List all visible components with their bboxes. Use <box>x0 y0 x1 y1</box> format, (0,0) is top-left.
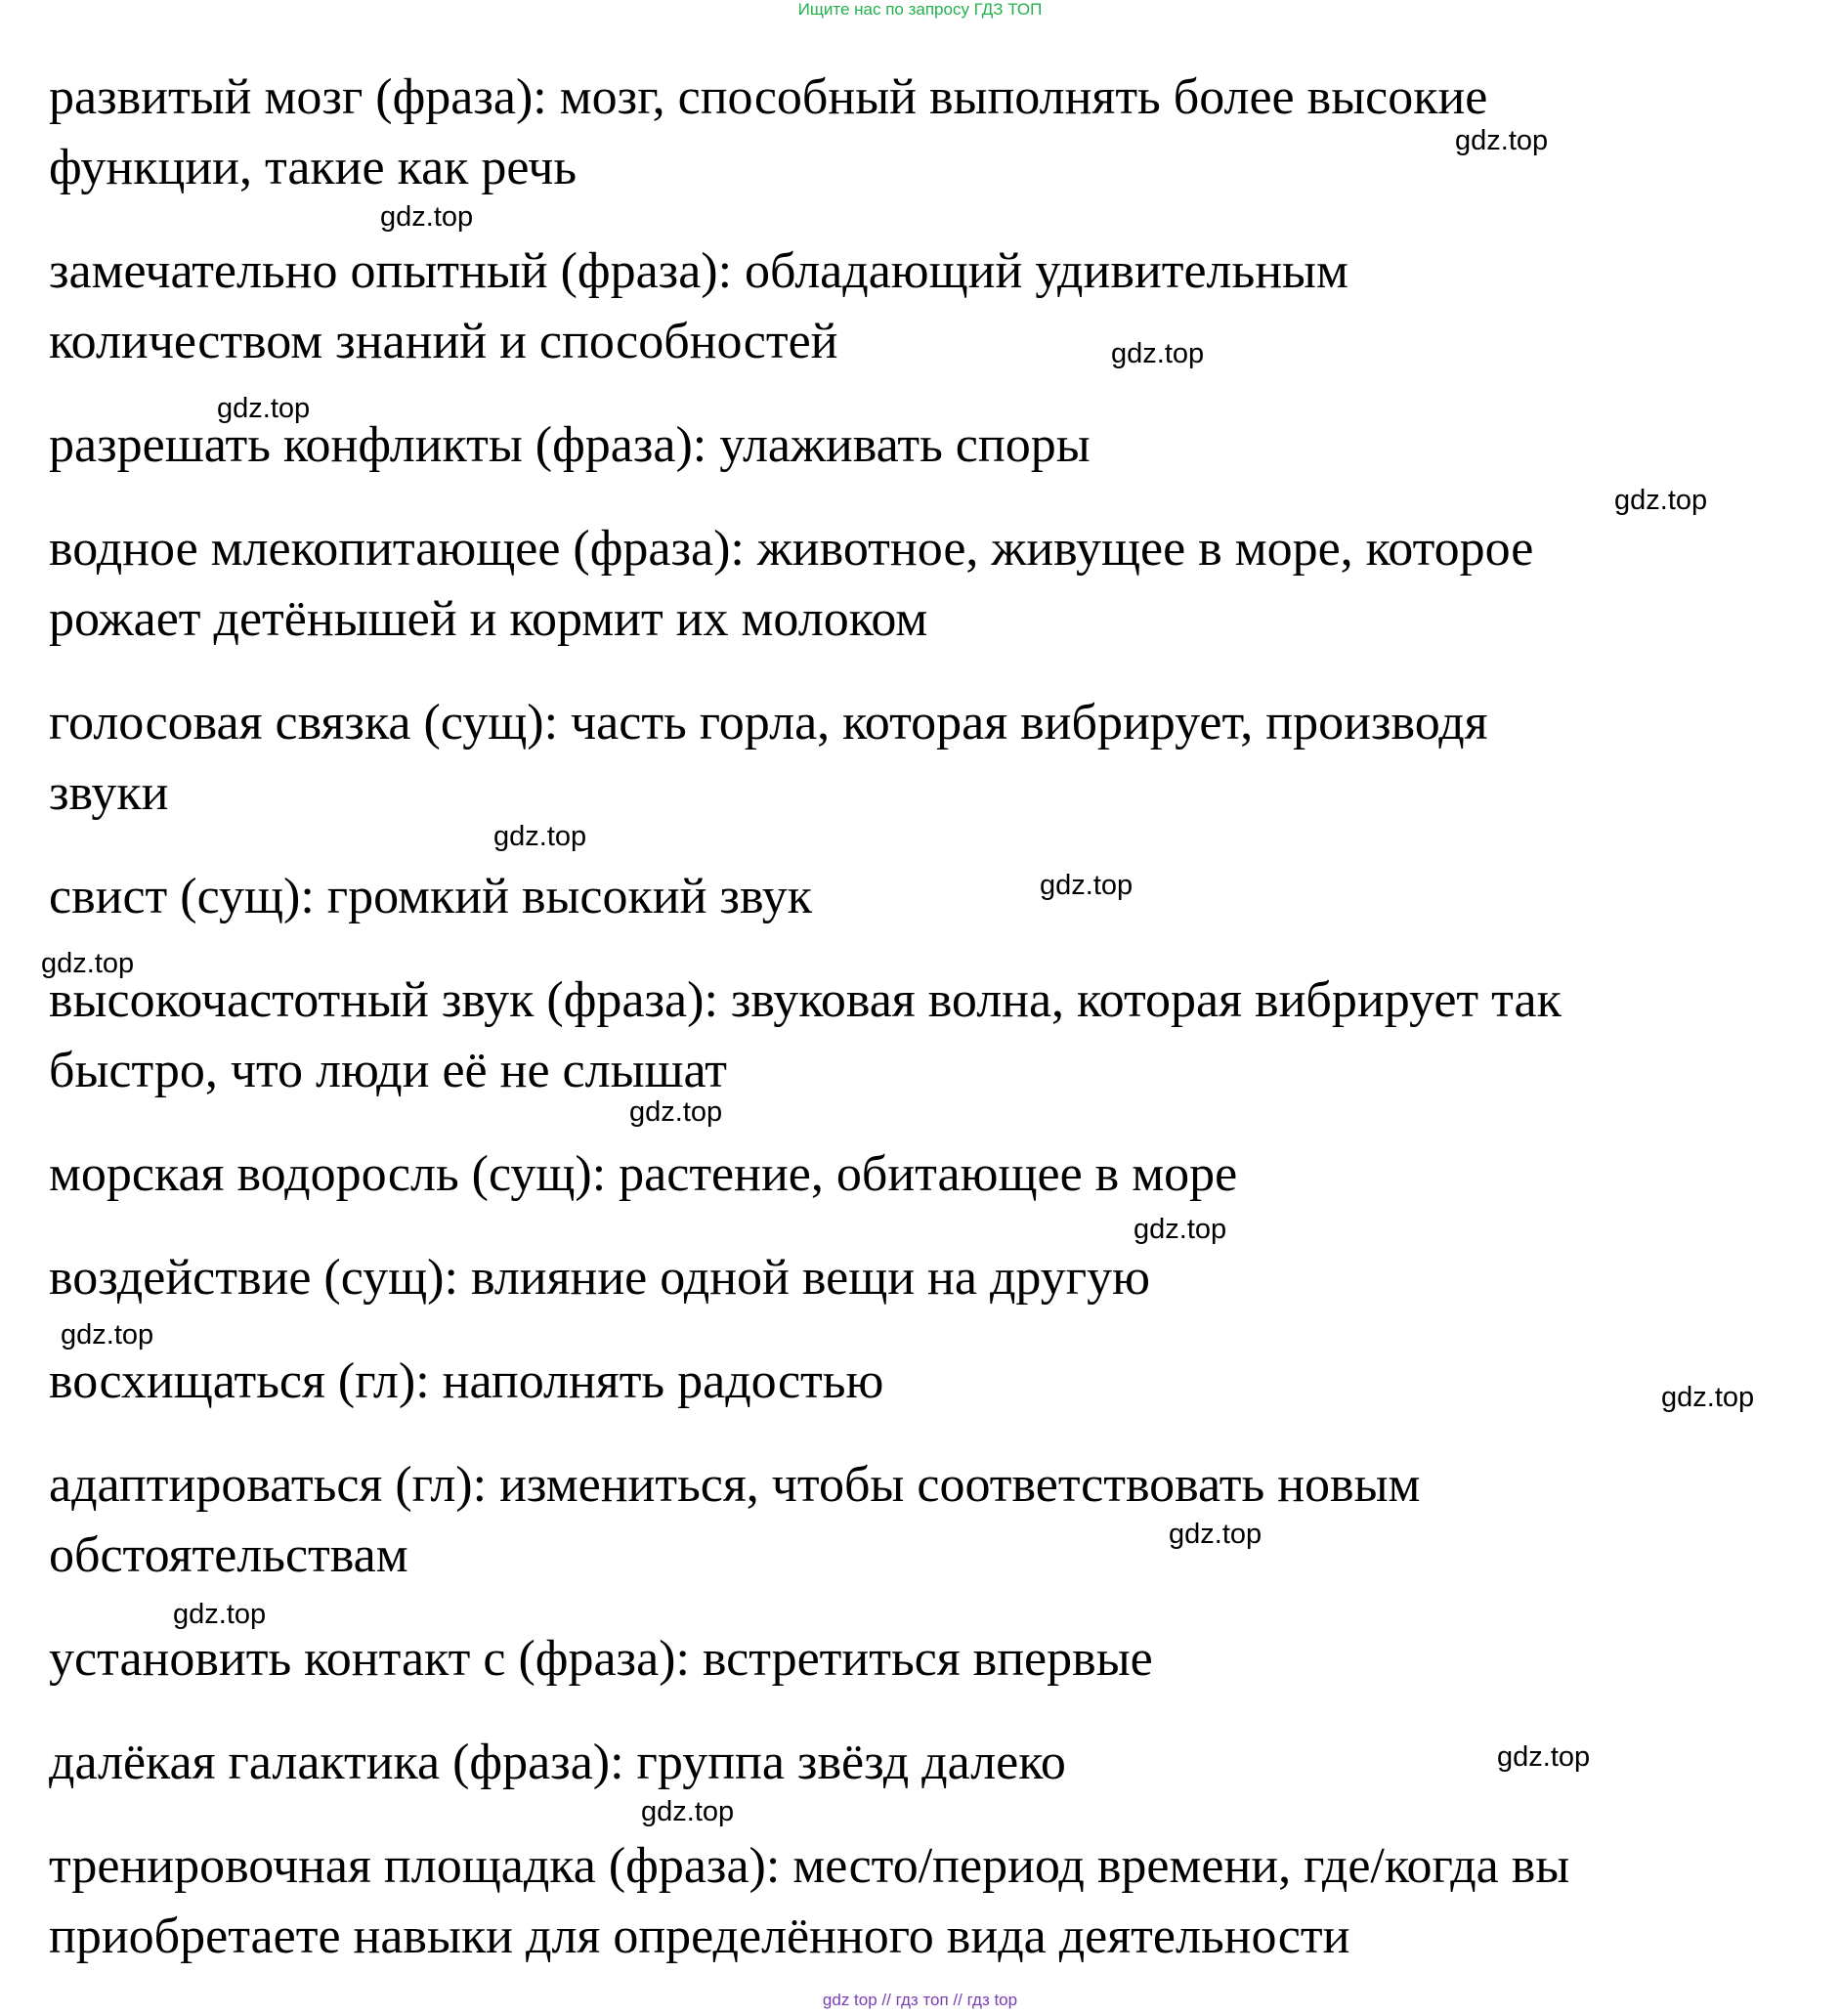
entry-12 <box>49 1624 1808 1694</box>
watermark: gdz.top <box>1169 1519 1262 1550</box>
watermark: gdz.top <box>1455 125 1549 156</box>
entry-text: морская водоросль (сущ): растение, обитающее в море <box>49 1146 1238 1202</box>
watermark: gdz.top <box>380 201 474 233</box>
watermark: gdz.top <box>1134 1214 1227 1245</box>
watermark: gdz.top <box>629 1096 723 1128</box>
entry-text: высокочастотный звук (фраза): звуковая волна, которая вибрирует так <box>49 972 1562 1028</box>
entry-text: далёкая галактика (фраза): группа звёзд далеко <box>49 1735 1066 1790</box>
watermark: gdz.top <box>41 948 135 979</box>
entry-8 <box>49 1139 1808 1210</box>
entry-2 <box>49 236 1808 377</box>
footer-links: gdz top // гдз топ // гдз top <box>822 1991 1018 2009</box>
entry-text: восхищаться (гл): наполнять радостью <box>49 1353 884 1409</box>
entry-text: установить контакт с (фраза): встретиться впервые <box>49 1631 1153 1687</box>
watermark: gdz.top <box>1111 338 1205 369</box>
entry-text: водное млекопитающее (фраза): животное, живущее в море, которое <box>49 521 1534 577</box>
entry-6 <box>49 862 1808 932</box>
watermark: gdz.top <box>493 821 587 852</box>
entry-text: развитый мозг (фраза): мозг, способный выполнять более высокие <box>49 69 1488 125</box>
watermark: gdz.top <box>1661 1382 1755 1413</box>
entry-text: разрешать конфликты (фраза): улаживать споры <box>49 417 1091 473</box>
entry-text: количеством знаний и способностей <box>49 314 838 369</box>
watermark: gdz.top <box>217 393 311 424</box>
entry-text: быстро, что люди её не слышат <box>49 1043 728 1098</box>
entry-text: приобретаете навыки для определённого вида деятельности <box>49 1909 1350 1964</box>
entry-10 <box>49 1347 1808 1417</box>
entry-text: звуки <box>49 765 169 821</box>
entry-text: функции, такие как речь <box>49 140 578 195</box>
entry-14 <box>49 1831 1808 1972</box>
watermark: gdz.top <box>1497 1741 1591 1773</box>
watermark: gdz.top <box>61 1319 154 1351</box>
watermark: gdz.top <box>641 1796 735 1827</box>
header-note: Ищите нас по запросу ГДЗ ТОП <box>797 0 1043 19</box>
watermark: gdz.top <box>1614 485 1708 516</box>
entry-text: тренировочная площадка (фраза): место/период времени, где/когда вы <box>49 1838 1570 1894</box>
entry-text: замечательно опытный (фраза): обладающий удивительным <box>49 243 1348 299</box>
entry-text: обстоятельствам <box>49 1527 408 1583</box>
entry-4 <box>49 514 1808 655</box>
entry-text: свист (сущ): громкий высокий звук <box>49 869 813 924</box>
entry-text: воздействие (сущ): влияние одной вещи на другую <box>49 1250 1150 1306</box>
entry-7 <box>49 965 1808 1106</box>
entry-text: адаптироваться (гл): измениться, чтобы соответствовать новым <box>49 1457 1421 1513</box>
entry-11 <box>49 1450 1808 1591</box>
watermark: gdz.top <box>173 1599 267 1630</box>
entry-9 <box>49 1243 1808 1313</box>
entry-3 <box>49 410 1808 481</box>
entry-text: голосовая связка (сущ): часть горла, которая вибрирует, производя <box>49 695 1488 751</box>
entry-5 <box>49 688 1808 829</box>
entry-text: рожает детёнышей и кормит их молоком <box>49 591 928 647</box>
watermark: gdz.top <box>1040 870 1134 901</box>
